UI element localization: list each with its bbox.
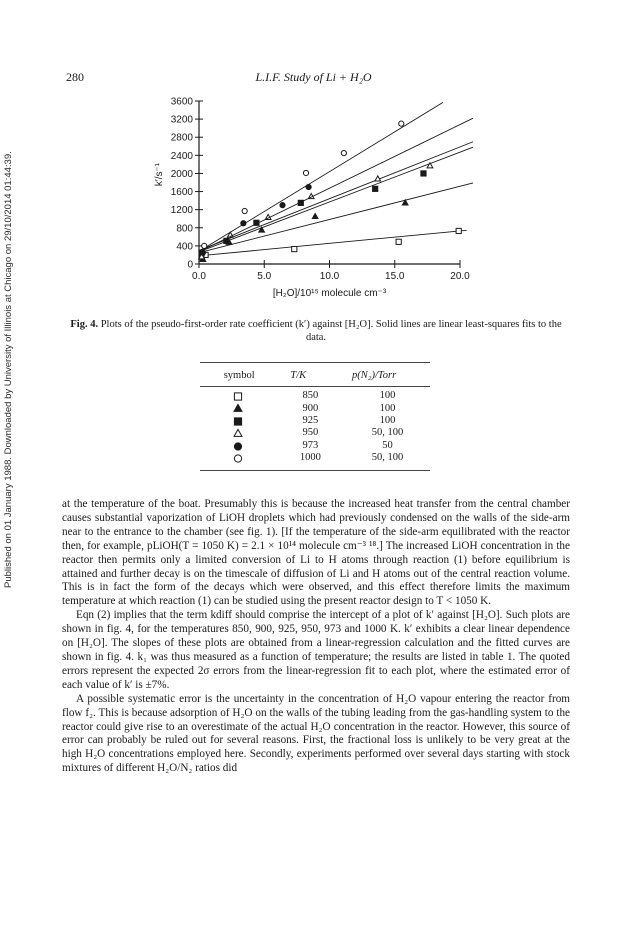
- table-row: [200, 387, 430, 402]
- table-row: [200, 440, 430, 452]
- column-header-symbol: symbol: [223, 370, 255, 381]
- pressure-cell: 100: [379, 390, 396, 402]
- y-tick-label: 3600: [170, 96, 193, 108]
- temperature-cell: 900: [302, 402, 319, 414]
- data-point: [373, 186, 378, 191]
- open-square-marker: [234, 393, 241, 400]
- filled-square-marker-icon: [232, 415, 244, 427]
- data-point: [421, 171, 426, 176]
- filled-circle-marker-icon: [232, 440, 244, 452]
- table-row: [200, 452, 430, 464]
- table-row: [200, 402, 430, 414]
- data-point: [303, 170, 308, 175]
- column-header-pressure: p(N₂)/Torr: [352, 370, 397, 381]
- fit-line: [199, 183, 473, 253]
- figure-4-plot: [0, 0, 627, 320]
- pressure-cell: 50, 100: [371, 427, 404, 439]
- y-tick-label: 0: [187, 259, 193, 271]
- data-point: [396, 239, 401, 244]
- fit-line: [199, 102, 443, 251]
- x-axis-label: [H₂O]/10¹⁵ molecule cm⁻³: [272, 288, 387, 299]
- y-tick-label: 1200: [170, 205, 193, 217]
- data-point: [200, 250, 205, 255]
- data-point: [202, 243, 207, 248]
- paragraph-3: A possible systematic error is the uncertainty in the concentration of H₂O vapour entering the reactor from flow f₂. This is because adsorption of H₂O on the walls of the tubing leading from the gas-handling system to the reactor could give rise to an overestimate of the actual H₂O concentration in the reactor. However, this source of error can probably be ruled out for several reasons. First, the fractional loss is unlikely to be very great at the high H₂O concentrations employed here. Secondly, experiments performed over several days starting with stock mixtures of different H₂O/N₂ ratios did: [62, 692, 570, 775]
- y-tick-label: 1600: [170, 187, 193, 199]
- data-point: [312, 213, 318, 218]
- symbol-table: [200, 362, 430, 471]
- symbol-cell: [200, 402, 276, 414]
- figure-caption: [66, 318, 566, 344]
- series-open-square: [199, 228, 467, 259]
- open-triangle-marker-icon: [232, 427, 244, 439]
- filled-triangle-marker-icon: [232, 402, 244, 414]
- y-tick-label: 2400: [170, 150, 193, 162]
- series-open-circle: [199, 102, 443, 251]
- pressure-cell: 50, 100: [371, 452, 404, 464]
- open-circle-marker-icon: [232, 452, 244, 464]
- data-point: [242, 208, 247, 213]
- data-point: [292, 246, 297, 251]
- y-tick-label: 3200: [170, 114, 193, 126]
- pressure-cell: 100: [379, 402, 396, 414]
- table-row: [200, 427, 430, 439]
- data-point: [375, 176, 381, 181]
- caption-label: Fig. 4.: [70, 319, 99, 330]
- filled-square-marker: [234, 418, 241, 425]
- fit-line: [199, 147, 473, 252]
- data-point: [341, 150, 346, 155]
- temperature-cell: 925: [302, 415, 319, 427]
- paragraph-2: Eqn (2) implies that the term kdiff should comprise the intercept of a plot of k′ against [H₂O]. Such plots are shown in fig. 4, for the temperatures 850, 900, 925, 950, 973 and 1000 K. k′ exhibits a clear linear dependence on [H₂O]. The slopes of these plots are obtained from a linear-regression calculation and the fitted curves are shown in fig. 4. k₁ was thus measured as a function of temperature; the results are listed in table 1. The quoted errors represent the expected 2σ errors from the linear-regression fit to each plot, where the estimated error of each value of k′ is ±7%.: [62, 609, 570, 691]
- temperature-cell: 950: [302, 427, 319, 439]
- fit-line: [199, 118, 473, 252]
- x-tick-label: 15.0: [385, 271, 405, 282]
- x-tick-label: 20.0: [450, 271, 470, 282]
- pressure-cell: 50: [382, 439, 393, 451]
- symbol-cell: [200, 415, 276, 427]
- data-point: [280, 203, 285, 208]
- open-triangle-marker: [234, 430, 242, 437]
- temperature-cell: 973: [302, 439, 319, 451]
- running-head: L.I.F. Study of Li + H₂O: [255, 70, 372, 84]
- y-tick-label: 800: [176, 223, 193, 235]
- column-header-temperature: T/K: [290, 370, 307, 381]
- data-point: [456, 228, 461, 233]
- symbol-cell: [200, 427, 276, 439]
- open-circle-marker: [234, 455, 241, 462]
- paragraph-1: at the temperature of the boat. Presumably this is because the increased heat transfer from the central chamber causes substantial vaporization of LiOH droplets which had previously condensed on the walls of the side-arm near to the entrance to the chamber (see fig. 1). [If the temperature of the side-arm equilibrated with the reactor then, for example, pLiOH(T = 1050 K) = 2.1 × 10¹⁴ molecule cm⁻³ ¹⁸.] The increased LiOH concentration in the reactor then permits only a limited conversion of Li to H atoms through reaction (1) before equilibrium is attained and further decay is on the timescale of diffusion of Li and H atoms out of the central reaction volume. This is in fact the form of the decays which were observed, and this effect therefore limits the maximum temperature at which reaction (1) can be studied using the present reactor design to T < 1050 K.: [62, 498, 570, 608]
- symbol-cell: [200, 452, 276, 464]
- y-tick-label: 2800: [170, 132, 193, 144]
- y-axis-label: k′/s⁻¹: [154, 162, 165, 187]
- filled-circle-marker: [234, 443, 241, 450]
- x-tick-label: 5.0: [257, 271, 272, 282]
- x-tick-label: 0.0: [192, 271, 206, 282]
- temperature-cell: 1000: [299, 452, 321, 464]
- pressure-cell: 100: [379, 415, 396, 427]
- symbol-cell: [200, 387, 276, 402]
- fit-line: [199, 142, 473, 251]
- table-bottom-rule: [200, 470, 430, 471]
- symbol-cell: [200, 440, 276, 452]
- data-point: [427, 163, 433, 168]
- series-open-triangle: [199, 142, 473, 259]
- y-tick-label: 400: [176, 241, 193, 253]
- open-square-marker-icon: [232, 390, 244, 402]
- series-filled-circle: [199, 118, 473, 255]
- series-filled-square: [199, 147, 473, 256]
- y-tick-label: 2000: [170, 168, 193, 180]
- series-filled-triangle: [199, 183, 473, 262]
- x-tick-label: 10.0: [319, 271, 340, 282]
- table-row: [200, 415, 430, 427]
- data-point: [399, 121, 404, 126]
- page-number: 280: [66, 70, 84, 84]
- temperature-cell: 850: [302, 390, 319, 402]
- download-notice: Published on 01 January 1988. Downloaded by University of Illinois at Chicago on 29/10/2014 01:44:39.: [3, 151, 14, 589]
- body-text: [62, 498, 570, 776]
- filled-triangle-marker: [234, 405, 242, 412]
- caption-text: Plots of the pseudo-first-order rate coefficient (k′) against [H₂O]. Solid lines are linear least-squares fits to the data.: [100, 319, 562, 343]
